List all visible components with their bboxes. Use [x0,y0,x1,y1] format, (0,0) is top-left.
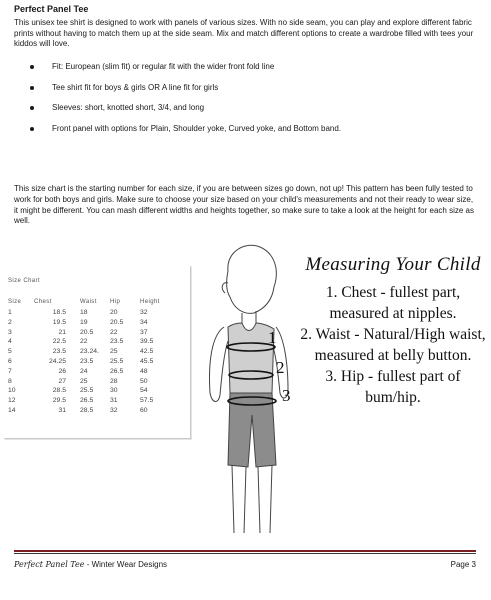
header-size: Size [8,299,22,305]
bullet-icon [30,86,34,90]
feature-list [30,62,470,144]
feature-text: Sleeves: short, knotted short, 3/4, and long [52,103,205,113]
intro-paragraph: This unisex tee shirt is designed to work with panels of various sizes. With no side seam, you can play and explore different fabric prints without having to match them up at the side seam. Mix and match different options to create a wardrobe filled with tees your kiddos will love. [14,18,474,49]
cell-chest: 23.5 [52,348,66,356]
feature-text: Fit: European (slim fit) or regular fit with the wider front fold line [52,62,275,71]
size-note-paragraph: This size chart is the starting number for each size, if you are between sizes go down, not up! This pattern has been fully tested to work for both boys and girls. Make sure to choose your size based on your child's measurements and not their ready to wear size, it might be different. You can mash different widths and heights together, so make sure to take a look at the height for each size as well. [14,184,474,226]
cell-height: 34 [140,318,148,326]
cell-chest: 27 [58,377,66,385]
cell-waist: 26.5 [80,397,94,405]
feature-item [30,124,470,134]
cell-waist: 19 [80,318,88,326]
bullet-icon [30,65,34,69]
cell-height: 39.5 [140,338,154,346]
cell-waist: 23.5 [80,357,94,365]
cell-height: 45.5 [140,357,154,365]
cell-hip: 22 [110,328,118,336]
cell-hip: 20 [110,309,118,316]
cell-hip: 20.5 [110,318,124,326]
cell-height: 57.5 [140,397,154,405]
cell-size: 8 [8,377,12,385]
table-row [8,308,170,318]
feature-item [30,103,470,113]
measuring-line: measured at belly button. [314,347,472,364]
cell-waist: 20.5 [80,328,94,336]
cell-hip: 26.5 [110,367,124,375]
cell-height: 42.5 [140,348,154,356]
table-row [8,347,170,357]
cell-height: 50 [140,377,148,385]
table-row [8,357,170,367]
footer-divider [14,553,476,554]
feature-item [30,62,470,72]
footer-suffix: - Winter Wear Designs [84,560,168,569]
size-chart [4,266,191,439]
table-row [8,377,170,387]
table-row [8,367,170,377]
measuring-line: 3. Hip - fullest part of bum/hip. [325,368,461,406]
cell-height: 48 [140,367,148,375]
feature-text: Tee shirt fit for boys & girls OR A line fit for girls [52,82,219,92]
cell-chest: 24.25 [48,357,66,365]
cell-size: 10 [8,387,16,395]
cell-chest: 26 [58,367,66,375]
marker-waist: 2 [276,358,285,377]
size-chart-body [8,308,170,416]
table-row [8,386,170,396]
cell-waist: 24 [80,367,88,375]
cell-hip: 32 [110,406,118,414]
page-number: Page 3 [450,560,476,569]
cell-chest: 28.5 [52,387,66,395]
measuring-instructions [296,254,490,408]
feature-item [30,83,470,93]
header-waist: Waist [80,299,97,305]
cell-size: 2 [8,318,12,326]
table-row [8,406,170,416]
cell-hip: 23.5 [110,338,124,346]
measuring-line: measured at nipples. [329,305,457,322]
cell-size: 3 [8,328,12,336]
cell-size: 7 [8,367,12,375]
table-row [8,396,170,406]
cell-waist: 25.5 [80,387,94,395]
measuring-title: Measuring Your Child [305,254,481,275]
cell-height: 54 [140,387,148,395]
table-row [8,318,170,328]
cell-chest: 18.5 [52,309,66,316]
header-hip: Hip [110,299,121,305]
cell-size: 6 [8,357,12,365]
table-row [8,337,170,347]
cell-waist: 25 [80,377,88,385]
bullet-icon [30,127,34,131]
marker-hip: 3 [282,386,291,405]
cell-height: 32 [140,309,148,316]
cell-waist: 22 [80,338,88,346]
cell-hip: 31 [110,397,118,405]
cell-waist: 18 [80,309,88,316]
feature-text: Front panel with options for Plain, Shoulder yoke, Curved yoke, and Bottom band. [52,123,342,133]
cell-hip: 25 [110,348,118,356]
cell-size: 4 [8,338,12,346]
footer-brand: Perfect Panel Tee [14,560,85,569]
bullet-icon [30,106,34,110]
cell-size: 5 [8,348,12,356]
cell-chest: 31 [58,406,66,414]
table-row [8,328,170,338]
size-chart-header-row [8,296,170,308]
cell-chest: 21 [58,328,66,336]
header-height: Height [140,299,160,305]
cell-height: 60 [140,406,148,414]
cell-waist: 23.24. [80,348,99,356]
cell-hip: 30 [110,387,118,395]
cell-size: 14 [8,406,16,414]
marker-chest: 1 [268,328,277,347]
cell-hip: 25.5 [110,357,124,365]
size-chart-title: Size Chart [8,278,41,284]
cell-waist: 28.5 [80,406,94,414]
cell-chest: 19.5 [52,318,66,326]
document-title: Perfect Panel Tee [14,4,89,14]
size-chart-table [8,296,170,416]
measuring-line: 2. Waist - Natural/High waist, [300,326,486,343]
measuring-line: 1. Chest - fullest part, [325,284,461,301]
footer-divider [14,550,476,552]
header-chest: Chest [34,299,52,305]
footer-title [14,560,167,569]
cell-height: 37 [140,328,148,336]
cell-chest: 22.5 [52,338,66,346]
cell-chest: 29.5 [52,397,66,405]
cell-size: 12 [8,397,16,405]
cell-hip: 28 [110,377,118,385]
cell-size: 1 [8,309,12,316]
